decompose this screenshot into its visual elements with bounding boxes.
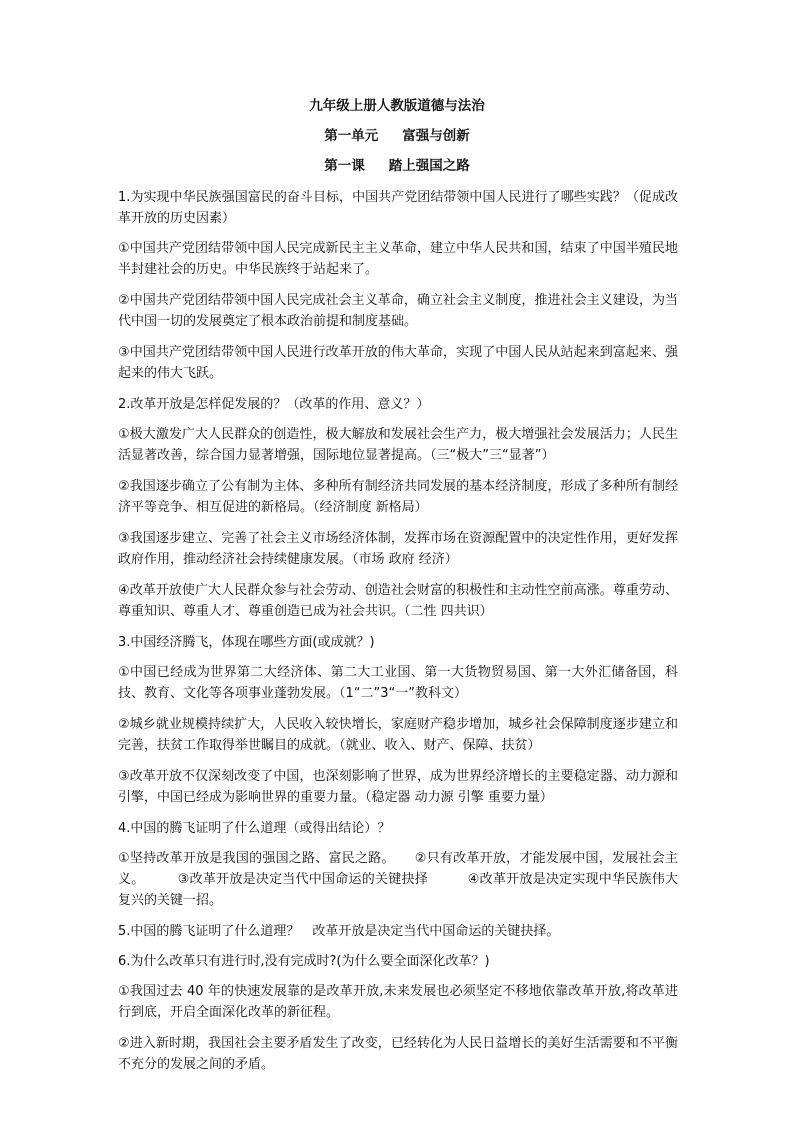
document-body <box>118 187 678 1085</box>
answer-2-1: ①极大激发广大人民群众的创造性，极大解放和发展社会生产力，极大增强社会发展活力；人民生活显著改善，综合国力显著增强，国际地位显著提高。（三“极大”三“显著”） <box>118 427 678 463</box>
answer-1-3: ③中国共产党团结带领中国人民进行改革开放的伟大革命，实现了中国人民从站起来到富起来、强起来的伟大飞跃。 <box>118 345 678 381</box>
answer-3-2: ②城乡就业规模持续扩大，人民收入较快增长，家庭财产稳步增加，城乡社会保障制度逐步建立和完善，扶贫工作取得举世瞩目的成就。（就业、收入、财产、保障、扶贫） <box>118 717 678 753</box>
answer-4: ①坚持改革开放是我国的强国之路、富民之路。 ②只有改革开放，才能发展中国，发展社会主义。 ③改革开放是决定当代中国命运的关键抉择 ④改革开放是决定实现中华民族伟大复兴的关键一招。 <box>118 851 678 908</box>
question-5: 5.中国的腾飞证明了什么道理？ 改革开放是决定当代中国命运的关键抉择。 <box>118 924 560 939</box>
answer-2-4: ④改革开放使广大人民群众参与社会劳动、创造社会财富的积极性和主动性空前高涨。尊重劳动、尊重知识、尊重人才、尊重创造已成为社会共识。（二性 四共识） <box>118 583 678 619</box>
answer-2-2: ②我国逐步确立了公有制为主体、多种所有制经济共同发展的基本经济制度，形成了多种所有制经济平等竞争、相互促进的新格局。（经济制度 新格局） <box>118 479 678 515</box>
answer-3-3: ③改革开放不仅深刻改变了中国，也深刻影响了世界，成为世界经济增长的主要稳定器、动力源和引擎，中国已经成为影响世界的重要力量。（稳定器 动力源 引擎 重要力量） <box>118 769 678 805</box>
question-2: 2.改革开放是怎样促发展的？（改革的作用、意义？） <box>118 397 430 412</box>
question-1: 1.为实现中华民族强国富民的奋斗目标，中国共产党团结带领中国人民进行了哪些实践？（促成改革开放的历史因素） <box>118 190 678 226</box>
question-3: 3.中国经济腾飞，体现在哪些方面(或成就？) <box>118 635 375 650</box>
answer-1-1: ①中国共产党团结带领中国人民完成新民主主义革命，建立中华人民共和国，结束了中国半殖民地半封建社会的历史。中华民族终于站起来了。 <box>118 241 678 277</box>
answer-2-3: ③我国逐步建立、完善了社会主义市场经济体制，发挥市场在资源配置中的决定性作用，更好发挥政府作用，推动经济社会持续健康发展。（市场 政府 经济） <box>118 531 678 567</box>
lesson-heading <box>0 158 794 174</box>
unit-name: 富强与创新 <box>402 128 470 144</box>
document-title <box>0 98 794 114</box>
unit-heading <box>0 128 794 144</box>
question-4: 4.中国的腾飞证明了什么道理（或得出结论）？ <box>118 821 391 836</box>
answer-6-1: ①我国过去 40 年的快速发展靠的是改革开放,未来发展也必须坚定不移地依靠改革开放,将改革进行到底，开启全面深化改革的新征程。 <box>118 984 678 1020</box>
answer-1-2: ②中国共产党团结带领中国人民完成社会主义革命，确立社会主义制度，推进社会主义建设，为当代中国一切的发展奠定了根本政治前提和制度基础。 <box>118 293 678 329</box>
answer-6-2: ②进入新时期，我国社会主要矛盾发生了改变，已经转化为人民日益增长的美好生活需要和不平衡不充分的发展之间的矛盾。 <box>118 1036 678 1072</box>
lesson-number: 第一课 <box>324 158 365 174</box>
question-6: 6.为什么改革只有进行时,没有完成时?(为什么要全面深化改革？) <box>118 954 490 969</box>
unit-number: 第一单元 <box>324 128 379 144</box>
answer-3-1: ①中国已经成为世界第二大经济体、第二大工业国、第一大货物贸易国、第一大外汇储备国，科技、教育、文化等各项事业蓬勃发展。（1“二”3“一”教科文） <box>118 665 678 701</box>
lesson-name: 踏上强国之路 <box>388 158 470 174</box>
document-title-text: 九年级上册人教版道德与法治 <box>309 98 485 114</box>
